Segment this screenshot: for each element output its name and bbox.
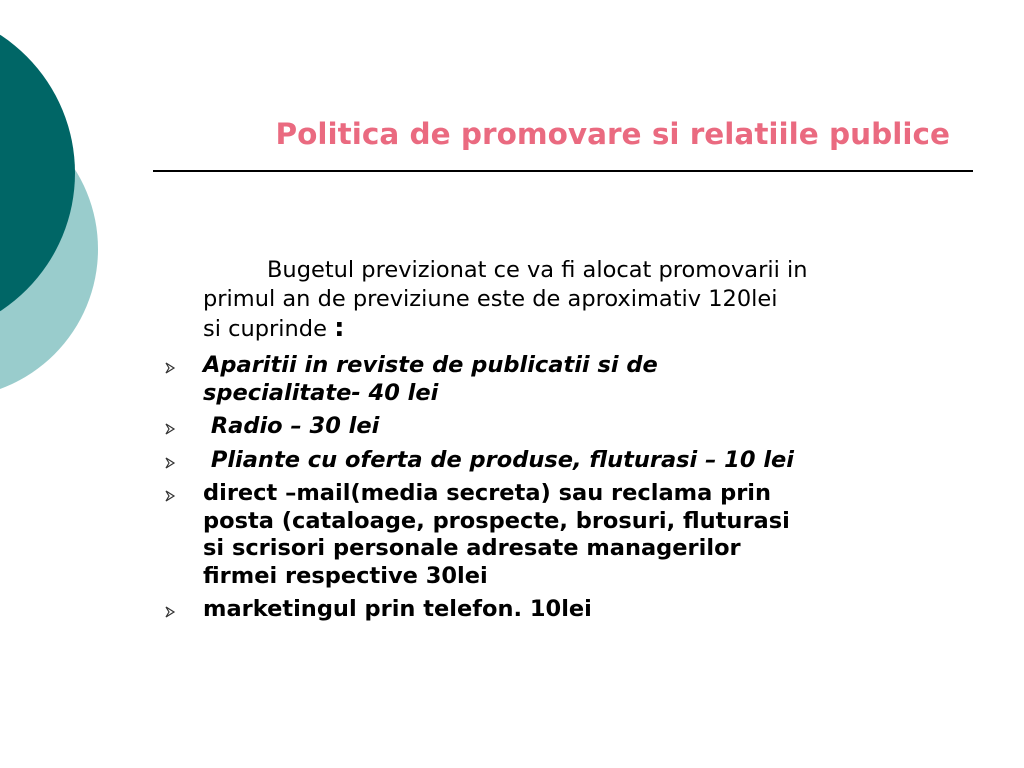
intro-line: Bugetul previzionat ce va fi alocat promovarii in	[267, 257, 808, 283]
intro-paragraph	[203, 256, 963, 344]
bullet-item-reviste	[0, 352, 1024, 407]
intro-line: primul an de previziune este de aproximativ 120lei	[203, 286, 778, 312]
bullet-line: Aparitii in reviste de publicatii si de	[203, 352, 658, 378]
intro-line	[203, 314, 963, 344]
bullet-line: Pliante cu oferta de produse, fluturasi – 10 lei	[203, 446, 795, 473]
chevron-right-icon	[164, 457, 176, 469]
bullet-text	[203, 413, 1024, 441]
bullet-line: firmei respective 30lei	[203, 562, 488, 589]
title-divider	[153, 170, 973, 172]
bullet-item-pliante	[0, 447, 1024, 475]
bullet-line: marketingul prin telefon. 10lei	[203, 596, 592, 622]
chevron-right-icon	[164, 423, 176, 435]
bullet-item-radio	[0, 413, 1024, 441]
intro-line-text: si cuprinde	[203, 316, 335, 342]
bullet-text	[203, 447, 1024, 475]
chevron-right-icon	[164, 490, 176, 502]
bullet-text	[203, 480, 1024, 590]
bullet-line: Radio – 30 lei	[203, 413, 380, 439]
bullet-item-telefon	[0, 596, 1024, 624]
intro-colon: :	[334, 313, 345, 343]
chevron-right-icon	[164, 606, 176, 618]
bullet-text	[203, 352, 1024, 407]
chevron-right-icon	[164, 362, 176, 374]
bullet-line: specialitate- 40 lei	[203, 379, 439, 406]
bullet-line: posta (cataloage, prospecte, brosuri, fluturasi	[203, 507, 790, 534]
bullet-item-direct-mail	[0, 480, 1024, 590]
bullet-text	[203, 596, 1024, 624]
slide-title: Politica de promovare si relatiile publice	[275, 117, 950, 151]
bullet-list	[0, 352, 1024, 630]
bullet-line: si scrisori personale adresate managerilor	[203, 535, 741, 561]
bullet-line: direct –mail(media secreta) sau reclama prin	[203, 480, 772, 506]
